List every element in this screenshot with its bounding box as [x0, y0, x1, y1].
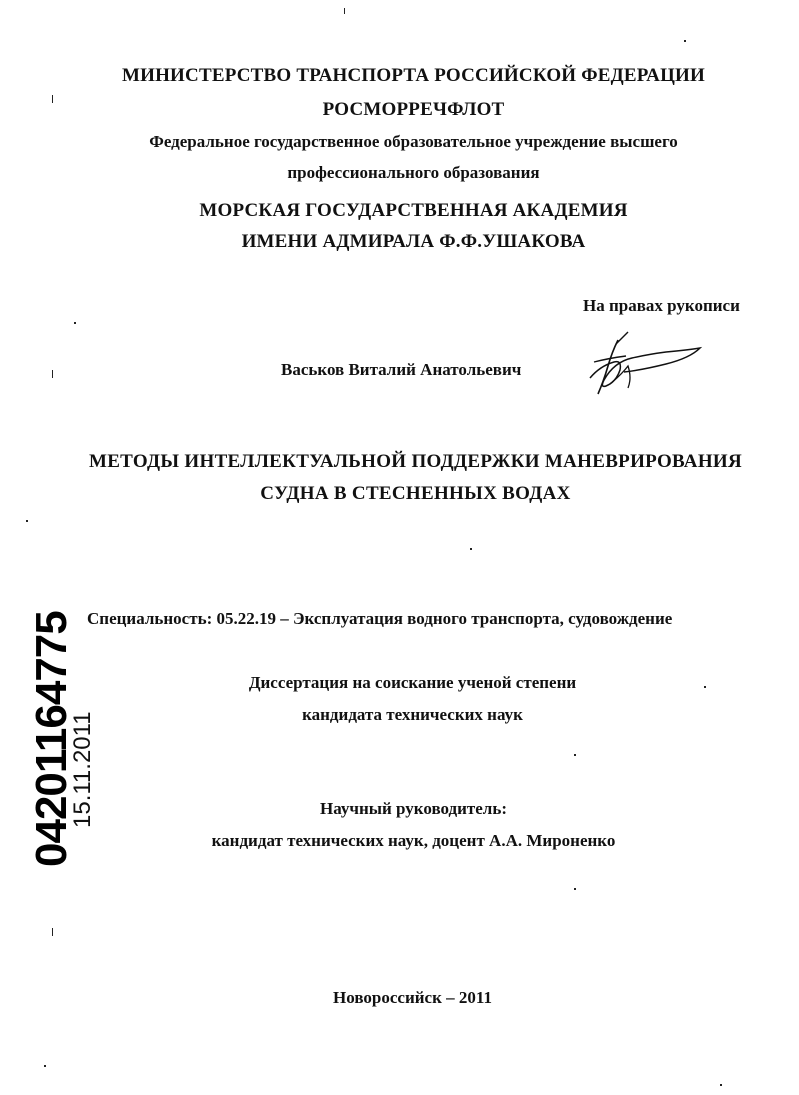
dissertation-title-line-2: СУДНА В СТЕСНЕННЫХ ВОДАХ	[260, 483, 571, 504]
city-year: Новороссийск – 2011	[333, 988, 492, 1007]
author-name: Васьков Виталий Анатольевич	[281, 360, 522, 379]
degree-line-1: Диссертация на соискание ученой степени	[248, 673, 577, 692]
stamp-number: 04201164775	[27, 611, 76, 867]
specialty: Специальность: 05.22.19 – Эксплуатация водного транспорта, судовождение	[87, 609, 673, 628]
scan-speck	[684, 40, 686, 42]
manuscript-note: На правах рукописи	[583, 296, 740, 315]
scan-speck	[26, 520, 28, 522]
academy-line-2: ИМЕНИ АДМИРАЛА Ф.Ф.УШАКОВА	[241, 231, 586, 252]
scan-speck	[344, 8, 345, 14]
stamp-date: 15.11.2011	[69, 711, 96, 828]
scan-speck	[704, 686, 706, 688]
institution-line-2: профессионального образования	[287, 163, 540, 182]
scan-speck	[574, 754, 576, 756]
dissertation-title-line-1: МЕТОДЫ ИНТЕЛЛЕКТУАЛЬНОЙ ПОДДЕРЖКИ МАНЕВРИРОВАНИЯ	[88, 451, 743, 472]
degree-line-2: кандидата технических наук	[302, 705, 523, 724]
scan-speck	[52, 928, 53, 936]
academy-line-1: МОРСКАЯ ГОСУДАРСТВЕННАЯ АКАДЕМИЯ	[199, 200, 628, 221]
scan-speck	[44, 1065, 46, 1067]
library-stamp	[24, 611, 96, 870]
supervisor-name: кандидат технических наук, доцент А.А. Мироненко	[211, 831, 616, 850]
scan-speck	[574, 888, 576, 890]
scan-speck	[470, 548, 472, 550]
supervisor-label: Научный руководитель:	[320, 799, 507, 818]
scan-speck	[52, 95, 53, 103]
signature-icon	[570, 322, 710, 402]
institution-line-1: Федеральное государственное образовательное учреждение высшего	[149, 132, 678, 151]
scan-speck	[52, 370, 53, 378]
scan-speck	[74, 322, 76, 324]
ministry-heading: МИНИСТЕРСТВО ТРАНСПОРТА РОССИЙСКОЙ ФЕДЕРАЦИИ	[121, 65, 706, 86]
scan-speck	[720, 1084, 722, 1086]
agency-heading: РОСМОРРЕЧФЛОТ	[322, 99, 505, 120]
